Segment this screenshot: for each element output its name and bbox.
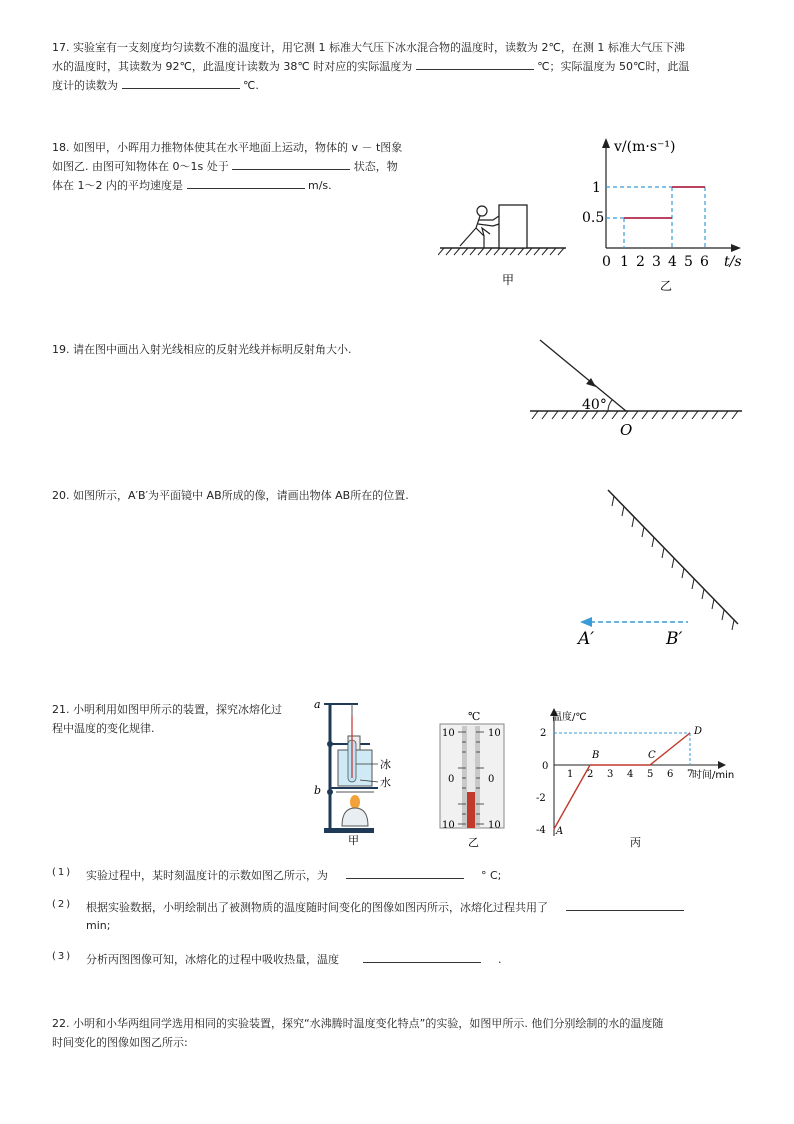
- q18-fig-a-caption: 甲: [502, 273, 515, 287]
- q20-label-a: A′: [578, 629, 595, 649]
- q21-sub1-blank[interactable]: [346, 866, 464, 879]
- q17-line3: 度计的读数为 ℃.: [52, 76, 752, 95]
- question-17: [52, 38, 752, 95]
- graph-tick-x-6: 6: [667, 769, 674, 780]
- graph-tick-y-0: 0: [542, 761, 549, 772]
- graph-tick-x-4: 4: [627, 769, 634, 780]
- temperature-curve: [554, 733, 690, 829]
- thermo-tick-right-10-bottom: 10: [488, 820, 501, 831]
- q18-tick-x-5: 5: [684, 254, 693, 270]
- graph-tick-y-neg2: -2: [536, 793, 546, 804]
- question-21: [52, 700, 282, 738]
- graph-tick-y-neg4: -4: [536, 825, 546, 836]
- q21-thermometer-figure: [438, 708, 518, 850]
- q21-fig-c-caption: 丙: [630, 836, 641, 849]
- q18-line3: 体在 1～2 内的平均速度是 m/s.: [52, 176, 432, 195]
- q21-sub2-blank[interactable]: [566, 898, 684, 911]
- mercury-column: [467, 792, 475, 828]
- q17-blank-2[interactable]: [122, 76, 240, 89]
- graph-tick-x-5: 5: [647, 769, 654, 780]
- stand-base: [324, 828, 374, 833]
- q18-line2: 如图乙. 由图可知物体在 0～1s 处于 状态，物: [52, 157, 432, 176]
- q21-label-b: b: [314, 784, 322, 797]
- q21-sub-3: (3) 分析丙图图像可知，冰熔化的过程中吸收热量，温度 .: [52, 951, 502, 966]
- q18-tick-x-1: 1: [620, 254, 629, 270]
- graph-tick-x-3: 3: [607, 769, 614, 780]
- q18-tick-x-6: 6: [700, 254, 709, 270]
- q20-label-b: B′: [666, 629, 683, 649]
- q17-line1: 17. 实验室有一支刻度均匀读数不准的温度计，用它测 1 标准大气压下冰水混合物的温度时，读数为 2℃，在测 1 标准大气压下沸: [52, 41, 685, 54]
- q21-label-water: 水: [380, 776, 391, 789]
- q21-sub-2: (2) 根据实验数据，小明绘制出了被测物质的温度随时间变化的图像如图丙所示，冰熔化过程共用了 min;: [52, 898, 752, 938]
- box-object: [499, 205, 527, 248]
- q19-angle-label: 40°: [582, 397, 607, 413]
- q21-sub-1: (1) 实验过程中，某时刻温度计的示数如图乙所示，为 ° C;: [52, 867, 502, 882]
- q18-x-axis-label: t/s: [724, 254, 742, 270]
- q21-apparatus-figure: [308, 696, 418, 846]
- q18-line1: 18. 如图甲，小晖用力推物体使其在水平地面上运动，物体的 v － t图象: [52, 141, 403, 154]
- graph-point-d: D: [694, 726, 703, 737]
- q18-tick-y-05: 0.5: [582, 210, 605, 226]
- q18-vt-graph: [578, 134, 748, 294]
- q18-figure-push: [438, 198, 568, 288]
- thermo-tick-right-0: 0: [488, 774, 495, 785]
- graph-point-a: A: [556, 826, 564, 837]
- q21-fig-b-caption: 乙: [468, 836, 479, 849]
- q18-tick-y-1: 1: [592, 180, 601, 196]
- graph-point-b: B: [592, 750, 600, 761]
- q18-tick-x-2: 2: [636, 254, 645, 270]
- q18-tick-x-0: 0: [602, 254, 611, 270]
- q18-tick-x-3: 3: [652, 254, 661, 270]
- q18-tick-x-4: 4: [668, 254, 677, 270]
- q18-y-axis-label: v/(m·s⁻¹): [614, 139, 676, 155]
- q22-line1: 22. 小明和小华两组同学选用相同的实验装置，探究“水沸腾时温度变化特点”的实验，如图甲所示. 他们分别绘制的水的温度随: [52, 1017, 664, 1030]
- q21-label-ice: 冰: [380, 758, 391, 771]
- question-18: [52, 138, 432, 195]
- person-pushing: [460, 206, 499, 248]
- plane-mirror: [608, 490, 738, 624]
- q18-fig-b-caption: 乙: [660, 279, 673, 293]
- q21-temperature-graph: [530, 704, 744, 850]
- question-19: 19. 请在图中画出入射光线相应的反射光线并标明反射角大小.: [52, 343, 352, 356]
- q18-blank-1[interactable]: [232, 157, 350, 170]
- graph-tick-x-7: 7: [687, 769, 694, 780]
- graph-point-c: C: [648, 750, 656, 761]
- graph-tick-x-1: 1: [567, 769, 574, 780]
- graph-tick-x-2: 2: [587, 769, 594, 780]
- thermo-tick-left-0: 0: [448, 774, 455, 785]
- q17-line2: 水的温度时，其读数为 92℃，此温度计读数为 38℃ 时对应的实际温度为 ℃；实际温度为 50℃时，此温: [52, 57, 752, 76]
- question-20: 20. 如图所示，A′B′为平面镜中 AB所成的像，请画出物体 AB所在的位置.: [52, 489, 409, 502]
- thermo-tick-left-10-bottom: 10: [442, 820, 455, 831]
- graph-tick-y-2: 2: [540, 728, 547, 739]
- question-22: [52, 1014, 752, 1052]
- q21-label-a: a: [314, 698, 321, 711]
- flame: [350, 795, 360, 809]
- q19-point-o: O: [620, 421, 633, 439]
- q21-line2: 程中温度的变化规律.: [52, 722, 155, 735]
- q21-fig-a-caption: 甲: [348, 834, 359, 846]
- q17-blank-1[interactable]: [416, 57, 534, 70]
- q19-reflection-figure: [526, 332, 746, 442]
- q22-line2: 时间变化的图像如图乙所示:: [52, 1036, 188, 1049]
- q20-mirror-figure: [570, 484, 750, 654]
- q18-blank-2[interactable]: [187, 176, 305, 189]
- q21-graph-x-label: 时间/min: [692, 770, 735, 781]
- q21-sub3-blank[interactable]: [363, 950, 481, 963]
- q21-line1: 21. 小明利用如图甲所示的装置，探究冰熔化过: [52, 703, 282, 716]
- alcohol-lamp: [342, 808, 368, 826]
- thermo-tick-right-10-top: 10: [488, 728, 501, 739]
- q21-graph-y-label: 温度/℃: [552, 712, 587, 723]
- q21-thermo-unit: ℃: [468, 710, 481, 723]
- thermo-tick-left-10-top: 10: [442, 728, 455, 739]
